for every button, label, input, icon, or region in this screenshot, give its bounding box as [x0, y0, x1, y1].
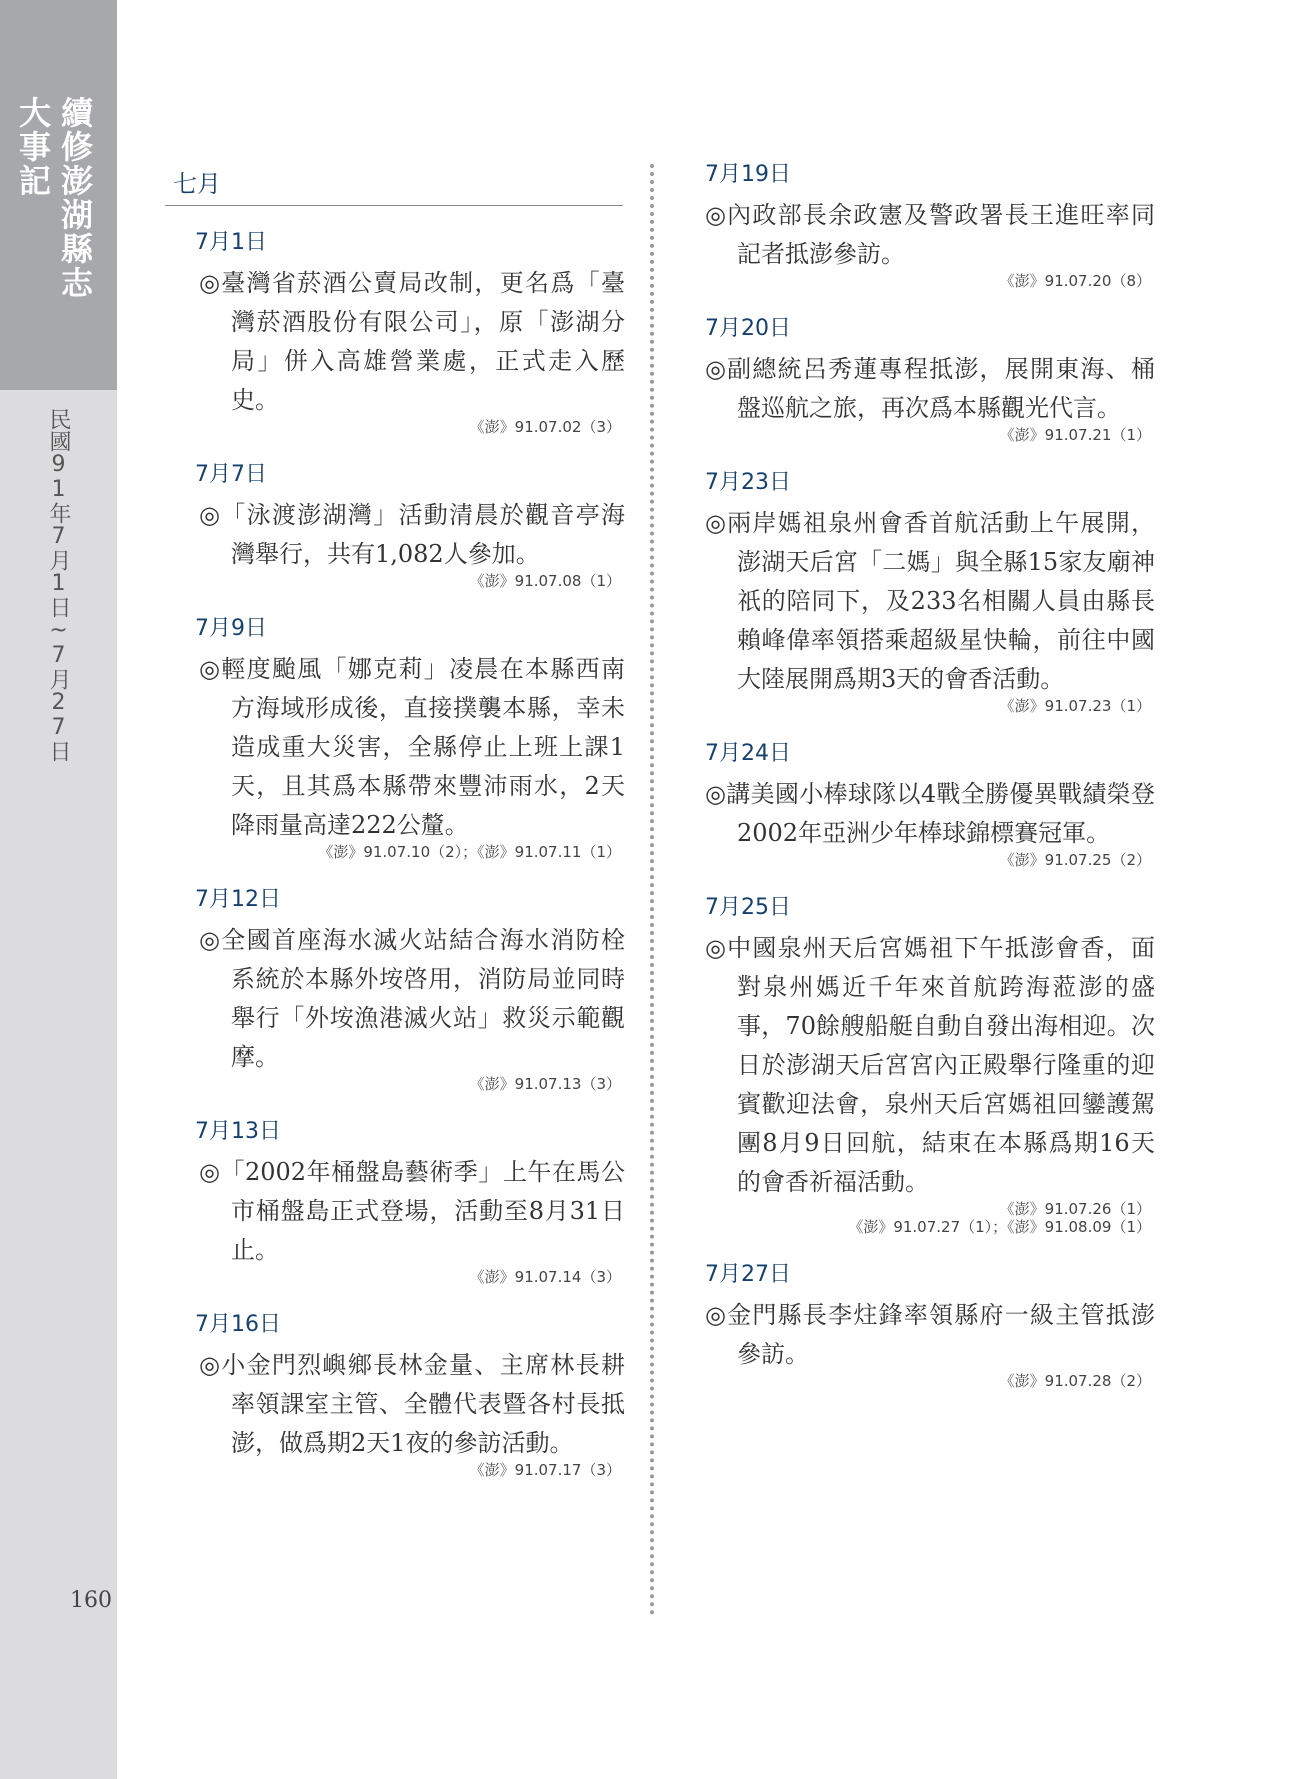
left-column [165, 160, 625, 1503]
source-citation: 《澎》91.07.10（2）；《澎》91.07.11（1） [318, 843, 621, 861]
entry-body: ◎「泳渡澎湖灣」活動清晨於觀音亭海灣舉行，共有1,082人參加。 [199, 501, 625, 568]
chronicle-entry [165, 1117, 625, 1288]
source-citation: 《澎》91.07.17（3） [469, 1461, 621, 1479]
chronicle-entry [165, 1310, 625, 1481]
entry-date: 7月1日 [195, 230, 267, 255]
entry-body: ◎兩岸媽祖泉州會香首航活動上午展開，澎湖天后宮「二媽」與全縣15家友廟神祇的陪同下，及233名相關人員由縣長賴峰偉率領搭乘超級星快輪，前往中國大陸展開爲期3天的會香活動。 [705, 509, 1155, 693]
section-name: 大事記 [14, 96, 52, 198]
entry-body: ◎講美國小棒球隊以4戰全勝優異戰績榮登2002年亞洲少年棒球錦標賽冠軍。 [705, 780, 1155, 847]
entry-body: ◎全國首座海水滅火站結合海水消防栓系統於本縣外垵啓用，消防局並同時舉行「外垵漁港滅火站」救災示範觀摩。 [199, 926, 625, 1071]
entry-text [703, 350, 1155, 428]
entry-body: ◎「2002年桶盤島藝術季」上午在馬公市桶盤島正式登場，活動至8月31日止。 [199, 1158, 625, 1264]
chronicle-entry [695, 468, 1155, 717]
entry-date: 7月25日 [705, 895, 791, 920]
sidebar [0, 0, 117, 1779]
chronicle-entry [165, 228, 625, 438]
entry-body: ◎內政部長余政憲及警政署長王進旺率同記者抵澎參訪。 [705, 201, 1155, 268]
entry-text [703, 1296, 1155, 1374]
entry-text [173, 264, 625, 420]
chronicle-entry [695, 739, 1155, 871]
chronicle-entry [165, 885, 625, 1095]
entry-text [703, 196, 1155, 274]
month-heading: 七月 [165, 160, 623, 206]
entry-date: 7月27日 [705, 1262, 791, 1287]
chronicle-entry [695, 893, 1155, 1238]
source-citation: 《澎》91.07.23（1） [999, 697, 1151, 715]
source-citation: 《澎》91.07.13（3） [469, 1075, 621, 1093]
entry-date: 7月23日 [705, 470, 791, 495]
right-column [695, 160, 1155, 1414]
entry-text [173, 650, 625, 845]
left-entry-list [165, 228, 625, 1481]
entry-date: 7月13日 [195, 1119, 281, 1144]
source-citation: 《澎》91.07.25（2） [999, 851, 1151, 869]
entry-body: ◎臺灣省菸酒公賣局改制，更名爲「臺灣菸酒股份有限公司」，原「澎湖分局」併入高雄營業處，正式走入歷史。 [199, 269, 625, 414]
source-citation: 《澎》91.07.20（8） [999, 272, 1151, 290]
entry-body: ◎輕度颱風「娜克莉」凌晨在本縣西南方海域形成後，直接撲襲本縣，幸未造成重大災害，全縣停止上班上課1天，且其爲本縣帶來豐沛雨水，2天降雨量高達222公釐。 [199, 655, 625, 839]
right-entry-list [695, 160, 1155, 1392]
source-citation: 《澎》91.07.28（2） [999, 1372, 1151, 1390]
entry-text [173, 496, 625, 574]
chronicle-entry [165, 460, 625, 592]
entry-date: 7月12日 [195, 887, 281, 912]
entry-body: ◎中國泉州天后宮媽祖下午抵澎會香，面對泉州媽近千年來首航跨海蒞澎的盛事，70餘艘船艇自動自發出海相迎。次日於澎湖天后宮宮內正殿舉行隆重的迎賓歡迎法會，泉州天后宮媽祖回鑾護駕團8月9日回航，結束在本縣爲期16天的會香祈福活動。 [705, 934, 1155, 1196]
column-divider [650, 164, 654, 1616]
entry-text [173, 1153, 625, 1270]
chronicle-entry [695, 1260, 1155, 1392]
date-range: 民國91年7月1日~7月27日 [46, 408, 71, 762]
source-citation: 《澎》91.07.02（3） [469, 418, 621, 436]
source-citation: 《澎》91.07.14（3） [469, 1268, 621, 1286]
entry-date: 7月24日 [705, 741, 791, 766]
chronicle-entry [695, 314, 1155, 446]
entry-text [173, 1346, 625, 1463]
chronicle-entry [695, 160, 1155, 292]
entry-text [703, 929, 1155, 1202]
source-citation: 《澎》91.07.27（1）；《澎》91.08.09（1） [848, 1218, 1151, 1236]
entry-text [703, 504, 1155, 699]
source-citation: 《澎》91.07.26（1） [999, 1200, 1151, 1218]
page-number: 160 [70, 1588, 112, 1613]
chronicle-entry [165, 614, 625, 863]
entry-date: 7月19日 [705, 162, 791, 187]
entry-date: 7月16日 [195, 1312, 281, 1337]
source-citation: 《澎》91.07.08（1） [469, 572, 621, 590]
source-citation: 《澎》91.07.21（1） [999, 426, 1151, 444]
sidebar-title-block [0, 0, 117, 390]
entry-body: ◎金門縣長李炷鋒率領縣府一級主管抵澎參訪。 [705, 1301, 1155, 1368]
entry-text [703, 775, 1155, 853]
entry-date: 7月20日 [705, 316, 791, 341]
entry-body: ◎小金門烈嶼鄉長林金量、主席林長耕率領課室主管、全體代表暨各村長抵澎，做爲期2天1夜的參訪活動。 [199, 1351, 625, 1457]
entry-text [173, 921, 625, 1077]
entry-date: 7月7日 [195, 462, 267, 487]
book-title: 續修澎湖縣志 [56, 96, 94, 300]
entry-body: ◎副總統呂秀蓮專程抵澎，展開東海、桶盤巡航之旅，再次爲本縣觀光代言。 [705, 355, 1155, 422]
entry-date: 7月9日 [195, 616, 267, 641]
